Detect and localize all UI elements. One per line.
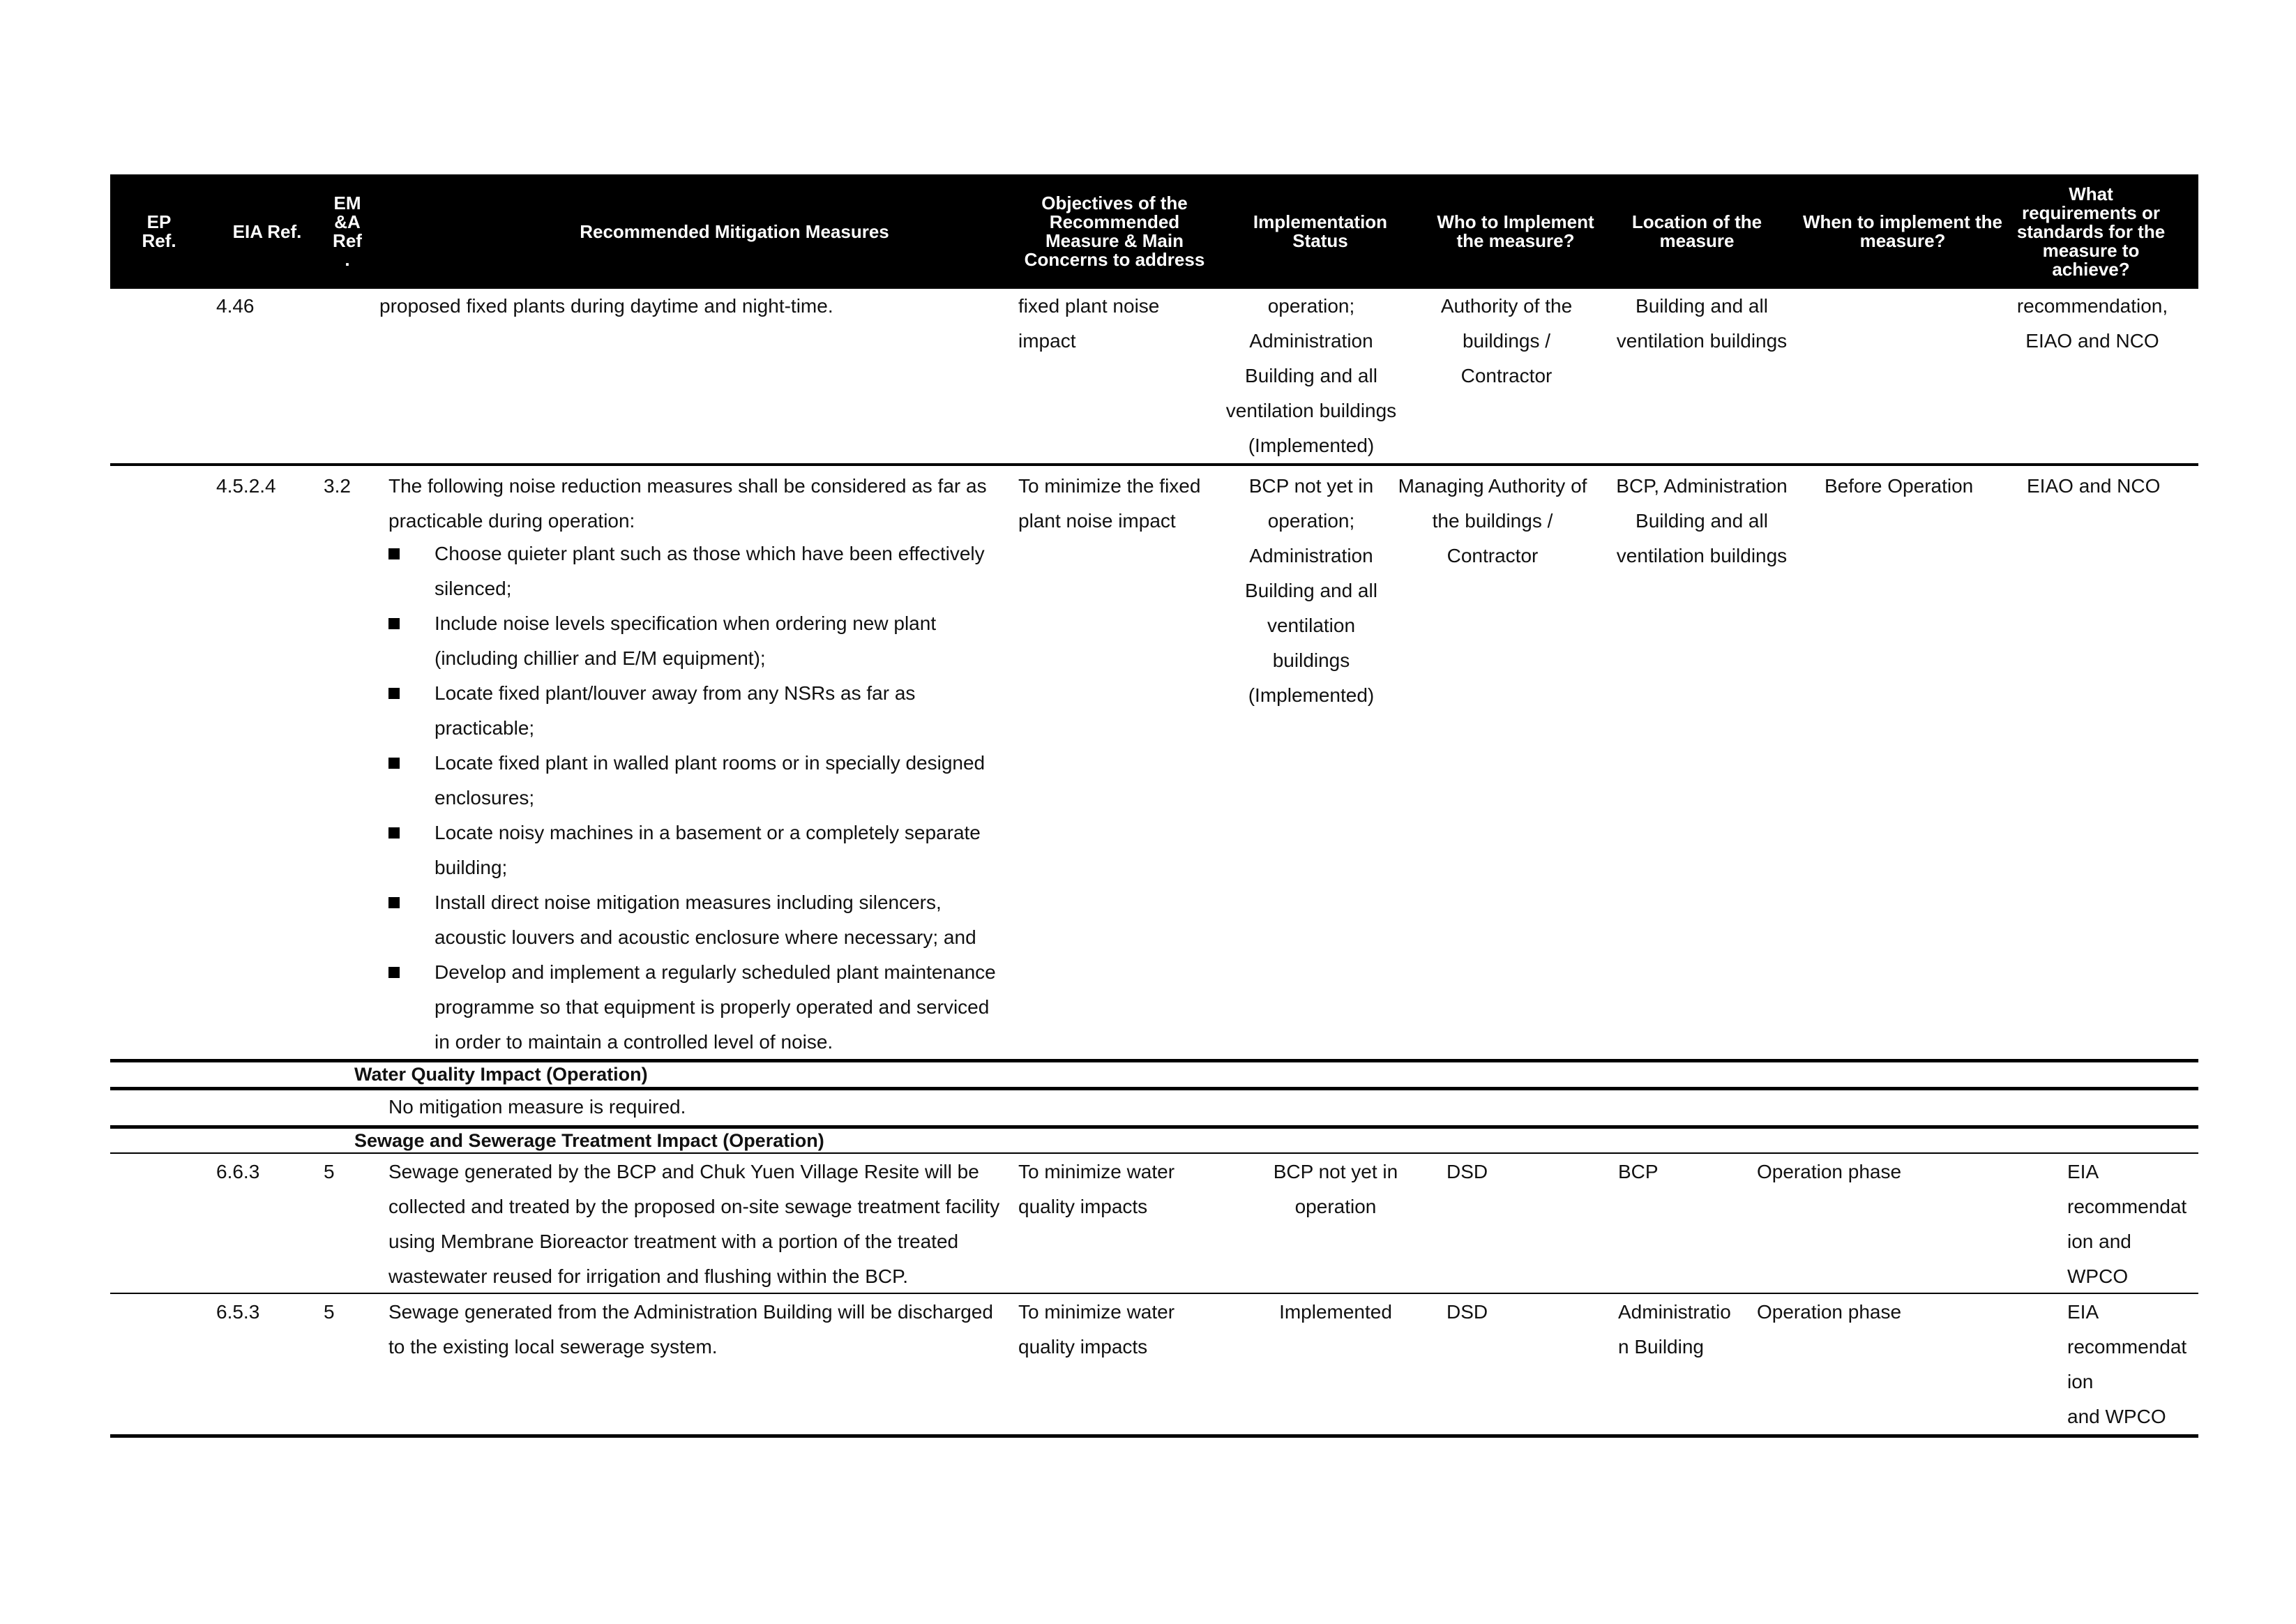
row4-location: Administratio n Building <box>1618 1301 1731 1358</box>
header-when: When to implement the measure? <box>1803 211 2002 251</box>
list-item: Install direct noise mitigation measures including silencers, acoustic louvers and acoustic enclosure where necessary; and <box>388 885 1002 955</box>
row4-objective: To minimize water quality impacts <box>1018 1301 1175 1358</box>
row3-location: BCP <box>1618 1161 1659 1182</box>
row3-when: Operation phase <box>1757 1161 1902 1182</box>
row3-requirement: EIA recommendat ion and WPCO <box>2067 1161 2187 1287</box>
header-ep-ref: EP Ref. <box>142 211 176 251</box>
row-divider <box>110 463 2198 466</box>
row4-status: Implemented <box>1279 1301 1392 1323</box>
bullet-square-icon <box>388 548 400 559</box>
row2-objective: To minimize the fixed plant noise impact <box>1018 475 1201 532</box>
row4-ema-ref: 5 <box>324 1301 335 1323</box>
header-eia-ref: EIA Ref. <box>232 220 302 242</box>
section-heading-water-quality: Water Quality Impact (Operation) <box>354 1064 648 1085</box>
row2-who: Managing Authority of the buildings / Contractor <box>1398 475 1587 566</box>
bullet-square-icon <box>388 897 400 908</box>
row2-location: BCP, Administration Building and all ventilation buildings <box>1616 475 1788 566</box>
list-item: Locate noisy machines in a basement or a completely separate building; <box>388 815 1002 885</box>
row2-eia-ref: 4.5.2.4 <box>216 475 276 497</box>
section-divider <box>110 1087 2198 1090</box>
row-divider <box>110 1152 2198 1154</box>
header-who: Who to Implement the measure? <box>1437 211 1594 251</box>
list-item: Include noise levels specification when ordering new plant (including chillier and E/M equipment); <box>388 606 1002 676</box>
header-objectives: Objectives of the Recommended Measure & Main Concerns to address <box>1024 193 1205 270</box>
row-divider <box>110 1293 2198 1294</box>
header-measures: Recommended Mitigation Measures <box>580 220 889 242</box>
row1-status: operation; Administration Building and all ventilation buildings (Implemented) <box>1225 295 1397 456</box>
water-quality-text: No mitigation measure is required. <box>388 1096 686 1118</box>
bullet-square-icon <box>388 827 400 839</box>
header-status: Implementation Status <box>1253 211 1388 251</box>
row1-eia-ref: 4.46 <box>216 295 255 317</box>
row2-measure-intro: The following noise reduction measures shall be considered as far as practicable during operation: <box>388 475 987 532</box>
row3-objective: To minimize water quality impacts <box>1018 1161 1175 1217</box>
row3-measure: Sewage generated by the BCP and Chuk Yuen Village Resite will be collected and treated by the proposed on-site sewage treatment facility using Membrane Bioreactor treatment with a portion of the treated wastewater reused for irrigation and flushing within the BCP. <box>388 1161 1000 1287</box>
row1-objective: fixed plant noise impact <box>1018 295 1160 352</box>
row4-when: Operation phase <box>1757 1301 1902 1323</box>
row2-ema-ref: 3.2 <box>324 475 351 497</box>
row2-status: BCP not yet in operation; Administration Building and all ventilation buildings (Implemented) <box>1245 475 1377 706</box>
row4-requirement: EIA recommendat ion and WPCO <box>2067 1301 2187 1427</box>
row4-measure: Sewage generated from the Administration Building will be discharged to the existing local sewerage system. <box>388 1301 993 1358</box>
table-header <box>110 174 2198 289</box>
bullet-square-icon <box>388 688 400 699</box>
header-location: Location of the measure <box>1631 211 1762 251</box>
header-requirements: What requirements or standards for the measure to achieve? <box>2016 183 2166 280</box>
bullet-square-icon <box>388 758 400 769</box>
row4-who: DSD <box>1447 1301 1488 1323</box>
table-bottom-border <box>110 1434 2198 1438</box>
row1-measure: proposed fixed plants during daytime and night-time. <box>379 295 833 317</box>
section-heading-sewage: Sewage and Sewerage Treatment Impact (Operation) <box>354 1130 824 1151</box>
row2-when: Before Operation <box>1825 475 1974 497</box>
row3-who: DSD <box>1447 1161 1488 1182</box>
list-item: Locate fixed plant/louver away from any NSRs as far as practicable; <box>388 676 1002 746</box>
row2-requirement: EIAO and NCO <box>2027 475 2161 497</box>
row1-who: Authority of the buildings / Contractor <box>1440 295 1573 386</box>
row1-location: Building and all ventilation buildings <box>1616 295 1788 352</box>
row2-measure-list <box>388 536 1002 1060</box>
list-item: Locate fixed plant in walled plant rooms or in specially designed enclosures; <box>388 746 1002 815</box>
bullet-square-icon <box>388 618 400 629</box>
row3-status: BCP not yet in operation <box>1273 1161 1398 1217</box>
list-item: Choose quieter plant such as those which have been effectively silenced; <box>388 536 1002 606</box>
row3-ema-ref: 5 <box>324 1161 335 1182</box>
row3-eia-ref: 6.6.3 <box>216 1161 260 1182</box>
row1-requirement: recommendation, EIAO and NCO <box>2016 295 2168 352</box>
row4-eia-ref: 6.5.3 <box>216 1301 260 1323</box>
list-item: Develop and implement a regularly scheduled plant maintenance programme so that equipment is properly operated and serviced in order to maintain a controlled level of noise. <box>388 955 1002 1060</box>
bullet-square-icon <box>388 967 400 978</box>
header-ema-ref: EM &A Ref . <box>333 193 362 270</box>
